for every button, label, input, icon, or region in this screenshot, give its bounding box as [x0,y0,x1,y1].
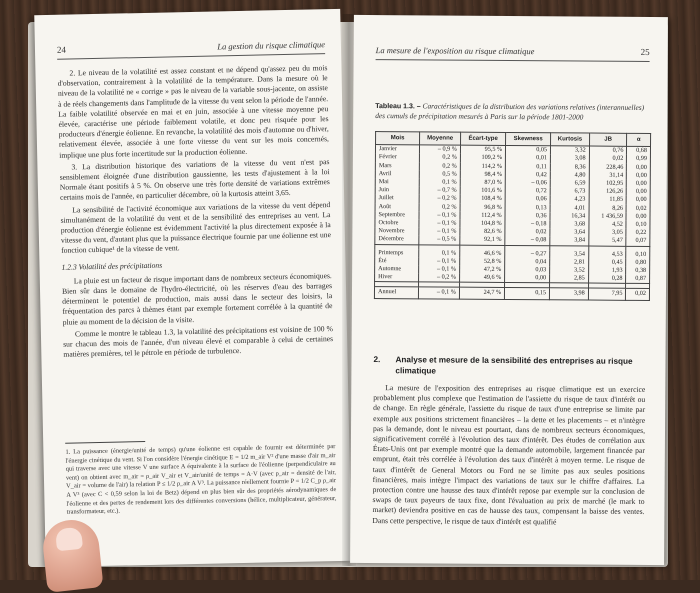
paragraph: La sensibilité de l'activité économique aux variations de la vitesse du vent dépend simultanément de la volatilité du vent et de la sensibilité des entreprises au vent. La production d'énergie éolienne est évidemment l'activité la plus directement exposée à la vitesse du vent, d'autant plus que la puissance électrique fournie par une éolienne est une fonction cubique¹ de la vitesse de vent. [60,199,332,256]
right-header-rule [376,59,650,62]
table-cell: 1,93 [588,267,626,275]
right-running-head: La mesure de l'exposition au risque climatique [375,45,535,57]
table-cell: 0,5 % [419,170,460,178]
table-cell: 0,76 [589,146,627,155]
table-cell: Annuel [374,287,418,299]
table-cell: – 0,9 % [420,145,461,154]
table-cell: Avril [375,170,419,179]
table-cell: 4,23 [550,196,589,204]
footnote-text: 1. La puissance (énergie/unité de temps) qu'une éolienne est capable de fournir est déterminée par l'énergie cinétique du vent. Si l'on considère l'énergie cinétique E = 1/2 m_air V² d'une masse d'air m_air qui traverse avec une vitesse V une surface A équivalente à la surface de l'éolienne (perpendiculaire au vent) on obtient avec m_air = ρ_air V_air et V_air/unité de temps = A·V (avec ρ_air = densité de l'air, V_air = volume de l'air) la relation P ≤ 1/2 ρ_air A V³. La puissance réellement fournie P = 1/2 C_p ρ_air A V³ (avec C < 0,59 selon la loi de Betz) dépend en plus bien sûr des propriétés aérodynamiques de l'éolienne et des pertes de rendement lors des différentes conversions (hélice, multiplicateur, générateur, transformateur, etc.). [65,443,337,516]
table-cell: 46,6 % [460,249,505,258]
table-cell: 0,72 [505,187,550,196]
table-cell: 0,07 [626,237,650,246]
table-cell: Février [375,153,419,162]
table-label: Tableau 1.3. – [375,103,421,111]
table-cell: 0,10 [626,250,650,258]
table-cell: 98,4 % [460,170,505,179]
table-cell: 1 436,59 [589,212,627,220]
table-cell: 0,02 [626,204,650,212]
table-cell: – 0,1 % [419,228,460,236]
table-cell: 7,95 [588,289,626,300]
table-cell: 0,00 [627,172,651,180]
table-cell: 5,47 [589,237,627,246]
footnote-rule [65,441,145,444]
table-cell: 0,80 [626,259,650,267]
table-cell: 47,2 % [460,266,505,275]
right-page [350,15,668,565]
table-cell: 0,2 % [419,162,460,170]
table-cell: 0,87 [626,275,650,284]
table-cell: 24,7 % [459,288,504,300]
table-cell: 16,34 [550,212,589,220]
paragraph: Comme le montre le tableau 1.3, la volatilité des précipitations est voisine de 100 % sur chacun des mois de l'année, d'un niveau élevé et comparable à celui de certaines matières premières, tel le pétrole en période de turbulence. [63,323,334,360]
table-cell: 0,36 [505,212,550,221]
left-body-text [57,63,333,362]
table-header-cell: Écart-type [460,132,505,146]
table-cell: – 0,7 % [419,187,460,195]
table-cell: 101,6 % [460,187,505,196]
table-cell: Juillet [375,194,419,203]
table-cell: 8,36 [550,163,589,171]
left-page-number: 24 [56,44,67,55]
table-cell: 3,32 [550,146,589,155]
table-cell: 2,85 [550,275,589,284]
table-cell: 0,01 [506,154,551,163]
table-cell: – 0,08 [505,236,550,245]
right-body-text [372,383,645,530]
table-cell: 3,52 [550,266,589,274]
paragraph: La pluie est un facteur de risque important dans de nombreux secteurs économiques. Bien sûr dans le domaine de l'hydro-électricité, où les réserves d'eau des barrages déterminent le potentiel de production, mais aussi dans le secteur des loisirs, la fréquentation des parcs à thèmes étant par exemple fortement corrélée à la quantité de pluie au moment de la décision de la visite. [61,270,333,327]
table-cell: 0,11 [506,163,551,172]
right-page-number: 25 [640,46,650,57]
table-cell: 0,1 % [419,178,460,186]
table-cell: 0,00 [626,213,650,221]
table-cell: 95,5 % [460,145,505,154]
table-cell: 0,28 [588,275,626,284]
table-cell: – 0,18 [505,220,550,229]
paragraph: 3. La distribution historique des variations de la vitesse du vent n'est pas sensiblement éloignée d'une distribution gaussienne, les tests d'ajustement à la loi Normale étant positifs à 5 %. On observe une très forte densité de variations extrêmes certains mois de l'année, en particulier décembre, où la kurtosis atteint 3,65. [59,156,330,203]
table-cell: 3,68 [550,220,589,228]
section-title: Analyse et mesure de la sensibilité des entreprises au risque climatique [395,355,633,375]
table-cell: Décembre [375,235,419,244]
table-cell: 0,68 [627,147,651,156]
table-cell: 4,52 [589,221,627,229]
paragraph: La mesure de l'exposition des entreprises au risque climatique est un exercice probablement plus complexe que l'estimation de l'assiette du risque de taux d'intérêt ou de change. En règle générale, l'assiette du risque de taux d'une entreprise se limite par exemple aux positions strictement financières – la dette et les placements – et n'intègre pas la demande, dont le niveau est pourtant, dans de nombreux secteurs économiques, significativement corrélé à l'évolution des taux d'intérêt. Des études de corrélation aux États-Unis ont par exemple montré que la demande automobile, largement financée par emprunt, était très corrélée à l'évolution des taux d'intérêt à moyen terme. Le risque de taux d'intérêt de General Motors ou Ford ne se limite pas aux seules positions financières, mais intègre l'impact des variations de taux sur le chiffre d'affaires. La protection contre une hausse des taux d'intérêt repose par exemple sur la conclusion de swaps de taux payeurs de taux fixe, dont l'évaluation au prix de marché (le mark to market) deviendra positive en cas de hausse des taux, compensant la baisse des ventes. Dans cette perspective, le risque de taux d'intérêt est qualifié [372,383,646,526]
table-cell: Printemps [375,249,419,258]
table-cell: – 0,5 % [419,236,460,245]
table-cell: 31,14 [589,171,627,179]
table-cell: 6,59 [550,179,589,187]
left-running-head: La gestion du risque climatique [217,39,326,52]
subsection-heading: 1.2.3 Volatilité des précipitations [61,260,163,272]
table-cell: 11,85 [589,196,627,204]
table-header-cell: Mois [376,132,420,146]
table-cell: 126,26 [589,188,627,196]
table-header-cell: Moyenne [420,132,461,145]
table-cell: 6,73 [550,188,589,196]
table-cell: 0,00 [627,180,651,188]
table-header-cell: Skewness [506,132,551,146]
table-cell: – 0,1 % [419,219,460,227]
table-cell: 0,2 % [419,203,460,211]
table-cell: 8,26 [589,204,627,212]
footnote [65,443,336,517]
table-cell: 0,22 [626,229,650,237]
table-cell: 0,00 [505,274,550,283]
table-row [374,287,649,300]
table-cell: 109,2 % [460,154,505,163]
table-header-cell: Kurtosis [551,133,590,146]
table-cell: Mars [375,162,419,171]
table-cell: 2,81 [550,258,589,266]
table-cell: 0,00 [627,196,651,204]
table-cell: 92,1 % [460,236,505,245]
precipitation-statistics-table [374,131,651,301]
table-cell: 0,03 [505,266,550,275]
table-cell: 96,8 % [460,203,505,212]
table-cell: Novembre [375,227,419,236]
table-cell: – 0,2 % [419,274,460,283]
table-caption [375,101,649,123]
table-cell: 0,05 [506,146,551,155]
table-cell: 4,80 [550,171,589,179]
table-cell: Janvier [375,145,419,154]
table-cell: 0,10 [626,221,650,229]
table-header-cell: JB [589,133,627,146]
table-cell: Hiver [375,273,419,282]
table-cell: Septembre [375,211,419,220]
table-cell: 3,08 [550,155,589,163]
left-header-rule [57,53,325,60]
table-cell: 49,6 % [460,274,505,283]
table-cell: 112,4 % [460,211,505,220]
table-cell: 4,01 [550,204,589,212]
table-cell: 108,4 % [460,195,505,204]
table-cell: Été [375,257,419,266]
table-cell: – 0,27 [505,250,550,259]
table-caption-text: Caractéristiques de la distribution des variations relatives (interannuelles) des cumuls de précipitation mesurés à Paris sur la période 1801-2000 [375,101,645,122]
left-page [34,9,351,567]
table-cell: 3,84 [550,237,589,246]
table-cell: 0,45 [588,258,626,266]
table-cell: – 0,1 % [419,265,460,273]
table-cell: 0,06 [505,195,550,204]
table-cell: 0,02 [589,155,627,163]
table-cell: 3,54 [550,250,589,258]
table-cell: 0,02 [505,228,550,237]
table-cell: 0,15 [505,288,550,300]
table-cell: 3,98 [549,288,588,299]
table-cell: Août [375,203,419,212]
table-cell: Juin [375,186,419,195]
table-cell: Mai [375,178,419,187]
table-cell: 228,46 [589,163,627,171]
section-number: 2. [373,355,381,365]
table-cell: 0,04 [505,258,550,267]
table-cell: – 0,1 % [419,257,460,265]
table-cell: 52,8 % [460,257,505,266]
table-cell: 0,00 [627,188,651,196]
table-cell: 104,8 % [460,220,505,229]
section-heading [373,355,644,375]
table-cell: 87,0 % [460,179,505,188]
table-cell: 102,95 [589,180,627,188]
table-cell: 114,2 % [460,162,505,171]
table-cell: – 0,06 [505,179,550,188]
table-cell: 0,1 % [419,249,460,257]
table-cell: – 0,1 % [419,287,460,298]
table-cell: 0,02 [626,289,650,300]
table-cell: 0,00 [627,163,651,171]
table-cell: 82,6 % [460,228,505,237]
table-cell: Octobre [375,219,419,228]
table-cell: 0,99 [627,155,651,163]
table-cell: 0,13 [505,204,550,213]
table-cell: 3,05 [589,229,627,237]
table-cell: 0,2 % [419,154,460,162]
table-cell: 4,53 [588,250,626,258]
table-header-cell: α [627,133,651,146]
table-cell: 0,42 [505,171,550,180]
table-cell: – 0,2 % [419,195,460,203]
table-cell: 0,38 [626,267,650,275]
table-cell: 3,64 [550,229,589,237]
table-cell: Automne [375,265,419,274]
paragraph: 2. Le niveau de la volatilité est assez constant et ne dépend qu'assez peu du mois d'observation, contrairement à la volatilité de la température. Dans la mesure où le niveau de la volatilité ne « corrige » pas le niveau de la variable sous-jacente, on assiste à de réels changements dans l'amplitude de la vitesse du vent selon la période de l'année. La faible volatilité observée en mai et en juin, associée à une vitesse moyenne peu élevée, caractérise une période faiblement volatile, et donc peu risquée pour les producteurs d'énergie éolienne. En revanche, la volatilité des mois d'automne ou d'hiver, relativement élevée, associée à une forte vitesse du vent sur les mois concernés, implique une plus forte incertitude sur la production éolienne. [57,63,330,160]
table-cell: – 0,1 % [419,211,460,219]
